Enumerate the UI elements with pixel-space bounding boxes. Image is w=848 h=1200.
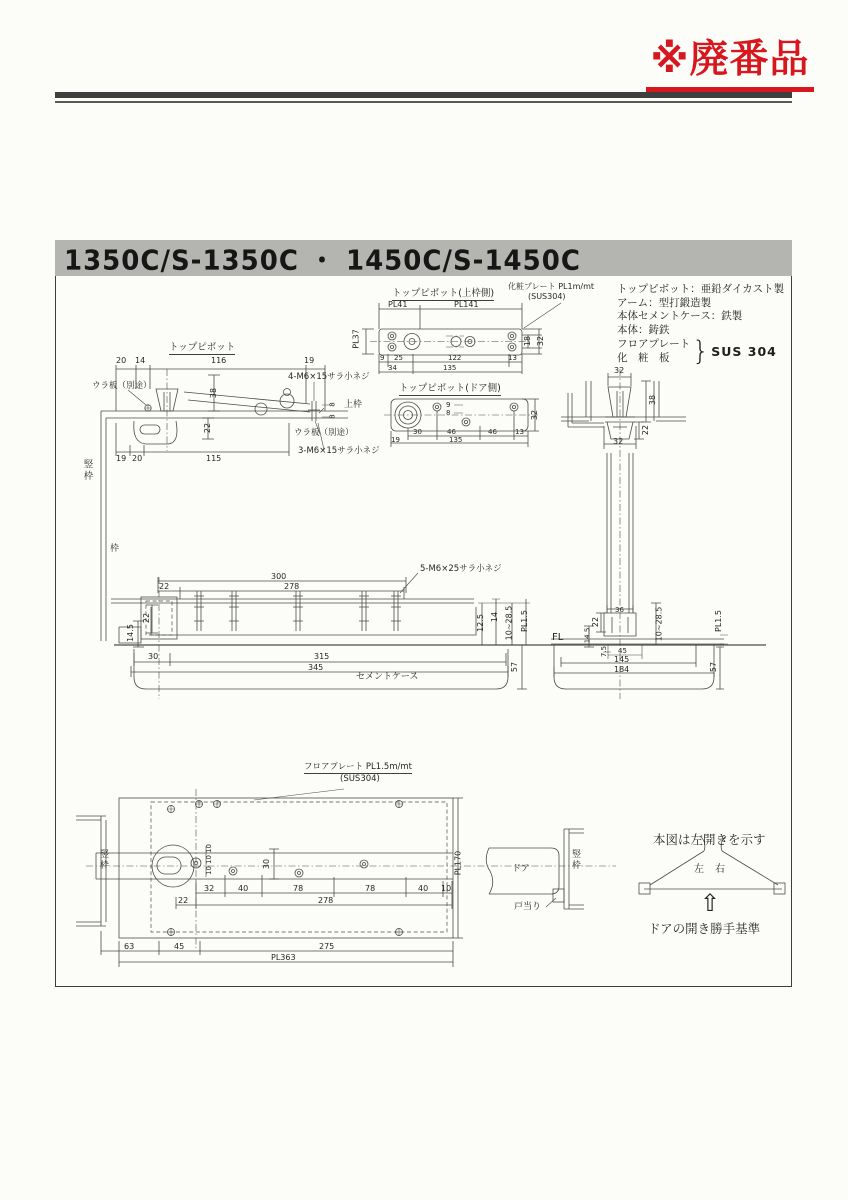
dim: 46 — [488, 428, 497, 436]
dim: 278 — [318, 896, 334, 905]
dim: 10~28.5 — [504, 605, 514, 641]
drawing-b-title: トップピボット(ドア側) — [399, 383, 501, 394]
dim: 14.5 — [583, 627, 592, 644]
dim: 14 — [490, 611, 500, 623]
dim: 57 — [709, 661, 719, 673]
dim: 78 — [365, 884, 376, 893]
screw-label-5m6: 5-M6×25サラ小ネジ — [420, 564, 502, 574]
legend-right-label: 右 — [715, 864, 725, 875]
legend-left-label: 左 — [694, 864, 704, 875]
header-rule-thin — [55, 101, 792, 103]
dim: 278 — [284, 582, 300, 591]
door-label: ドア — [512, 864, 530, 874]
dim: 36 — [615, 606, 624, 614]
dim: 19 — [391, 436, 400, 444]
brace-glyph: } — [692, 335, 710, 367]
model-title: 1350C/S-1350C ・ 1450C/S-1450C — [64, 244, 581, 277]
spec-line: 本体セメントケース：鉄製 — [617, 310, 743, 322]
backplate-label-right: ウラ板（別途） — [294, 428, 354, 438]
discontinued-stamp: ※廃番品 — [646, 28, 814, 92]
dim: 45 — [618, 647, 627, 655]
dim: 12.5 — [475, 614, 485, 632]
floor-plate-callout: フロアプレート PL1.5m/mt — [304, 762, 412, 772]
dim: 20 — [132, 454, 143, 463]
dim: 9 — [380, 354, 385, 362]
dim: 46 — [447, 428, 456, 436]
spec-line: 本体：鋳鉄 — [617, 323, 670, 336]
dim: 30 — [148, 652, 159, 661]
jamb-label-left: 竪枠 — [98, 849, 108, 871]
dim: 22 — [159, 582, 170, 591]
legend-title: 本図は左開きを示す — [653, 832, 766, 847]
dim: 135 — [449, 436, 463, 444]
dim: 32 — [530, 409, 540, 421]
dim: 116 — [211, 356, 227, 365]
floor-plate-material: (SUS304) — [340, 774, 380, 784]
dim: 14 — [135, 356, 146, 365]
backplate-label-left: ウラ板（別途） — [92, 381, 152, 391]
spec-material: SUS 304 — [711, 343, 777, 359]
dim: 22 — [641, 424, 651, 436]
dim: 14.5 — [125, 624, 135, 642]
dim: 8 — [328, 414, 337, 419]
dim: 25 — [394, 354, 403, 362]
jamb-label-right: 竪枠 — [570, 849, 580, 871]
dim: 32 — [613, 437, 624, 446]
dim: 122 — [448, 354, 462, 362]
dim: PL141 — [454, 300, 479, 309]
dim: 38 — [209, 387, 219, 399]
dim: 10 — [204, 844, 213, 853]
cement-case-label: セメントケース — [356, 672, 419, 682]
dim: PL37 — [351, 329, 361, 349]
dim: PL363 — [271, 953, 296, 962]
dim: 32 — [536, 335, 546, 347]
dim: 7.5 — [600, 645, 609, 658]
dim: 38 — [648, 394, 658, 406]
dim: 32 — [204, 884, 215, 893]
dim: 9 — [446, 401, 451, 409]
dim: 8 — [446, 409, 451, 417]
legend-caption: ドアの開き勝手基準 — [648, 921, 761, 936]
spec-line: 化 粧 板 — [617, 351, 670, 364]
drawing-c-title: トップピボット — [169, 342, 236, 353]
dim: 45 — [174, 942, 185, 951]
top-frame-label: 上枠 — [344, 400, 363, 410]
dim: 184 — [614, 665, 630, 674]
drawing-a-title: トップピボット(上枠側) — [392, 288, 495, 299]
cover-plate-material: (SUS304) — [528, 292, 566, 301]
dim: 40 — [238, 884, 249, 893]
dim: 8 — [328, 402, 337, 407]
frame-label: 枠 — [110, 544, 120, 554]
dim: 30 — [413, 428, 422, 436]
dim: 34 — [388, 364, 397, 372]
spec-line: アーム：型打鍛造製 — [617, 296, 712, 309]
dim: 22 — [203, 422, 213, 434]
dim: 22 — [178, 896, 189, 905]
dim: 10 — [441, 884, 452, 893]
floor-level-label: FL — [552, 632, 564, 643]
dim: 40 — [418, 884, 429, 893]
screw-label-4m6: 4-M6×15サラ小ネジ — [288, 372, 370, 382]
dim: 19 — [116, 454, 127, 463]
dim: 145 — [614, 655, 630, 664]
door-plate-plan-linework — [384, 393, 604, 447]
dim: 13 — [515, 428, 524, 436]
pivot-elevation-linework — [101, 365, 348, 641]
dim: 300 — [271, 572, 287, 581]
dim: 10 — [204, 866, 213, 875]
up-arrow-icon: ⇧ — [700, 889, 721, 917]
dim: 275 — [319, 942, 335, 951]
spec-line: トップピボット：亜鉛ダイカスト製 — [617, 283, 785, 295]
spec-line: フロアプレート — [617, 338, 691, 350]
dim: 10 — [204, 855, 213, 864]
dim: 135 — [443, 364, 457, 372]
dim: 20 — [116, 356, 127, 365]
dim: PL1.5 — [714, 609, 724, 633]
door-stop-label: 戸当り — [514, 902, 542, 912]
drawing-linework — [56, 241, 791, 986]
header-rule-thick — [55, 92, 792, 98]
floor-plan-linework — [76, 789, 616, 967]
dim: 345 — [308, 663, 324, 672]
dim: 32 — [614, 366, 625, 375]
dim: 115 — [206, 454, 222, 463]
dim: 30 — [262, 858, 272, 870]
dim: 57 — [510, 661, 520, 673]
dim: 22 — [142, 612, 152, 624]
dim: PL1.5 — [520, 609, 530, 633]
jamb-label: 竪枠 — [81, 459, 93, 482]
cover-plate-callout: 化粧プレート PL1m/mt — [508, 282, 595, 291]
dim: 315 — [314, 652, 330, 661]
dim: 13 — [508, 354, 517, 362]
dim: 19 — [304, 356, 315, 365]
dim: 63 — [124, 942, 135, 951]
dim: 22 — [591, 616, 601, 628]
dim: 78 — [293, 884, 304, 893]
door-section-linework — [551, 366, 728, 699]
body-section-linework — [111, 573, 766, 699]
screw-label-3m6: 3-M6×15サラ小ネジ — [298, 446, 380, 456]
product-panel — [55, 240, 792, 987]
dim: 10~28.5 — [654, 606, 664, 642]
dim: PL170 — [453, 850, 463, 876]
dim: PL41 — [388, 300, 408, 309]
dim: 18 — [523, 335, 533, 347]
